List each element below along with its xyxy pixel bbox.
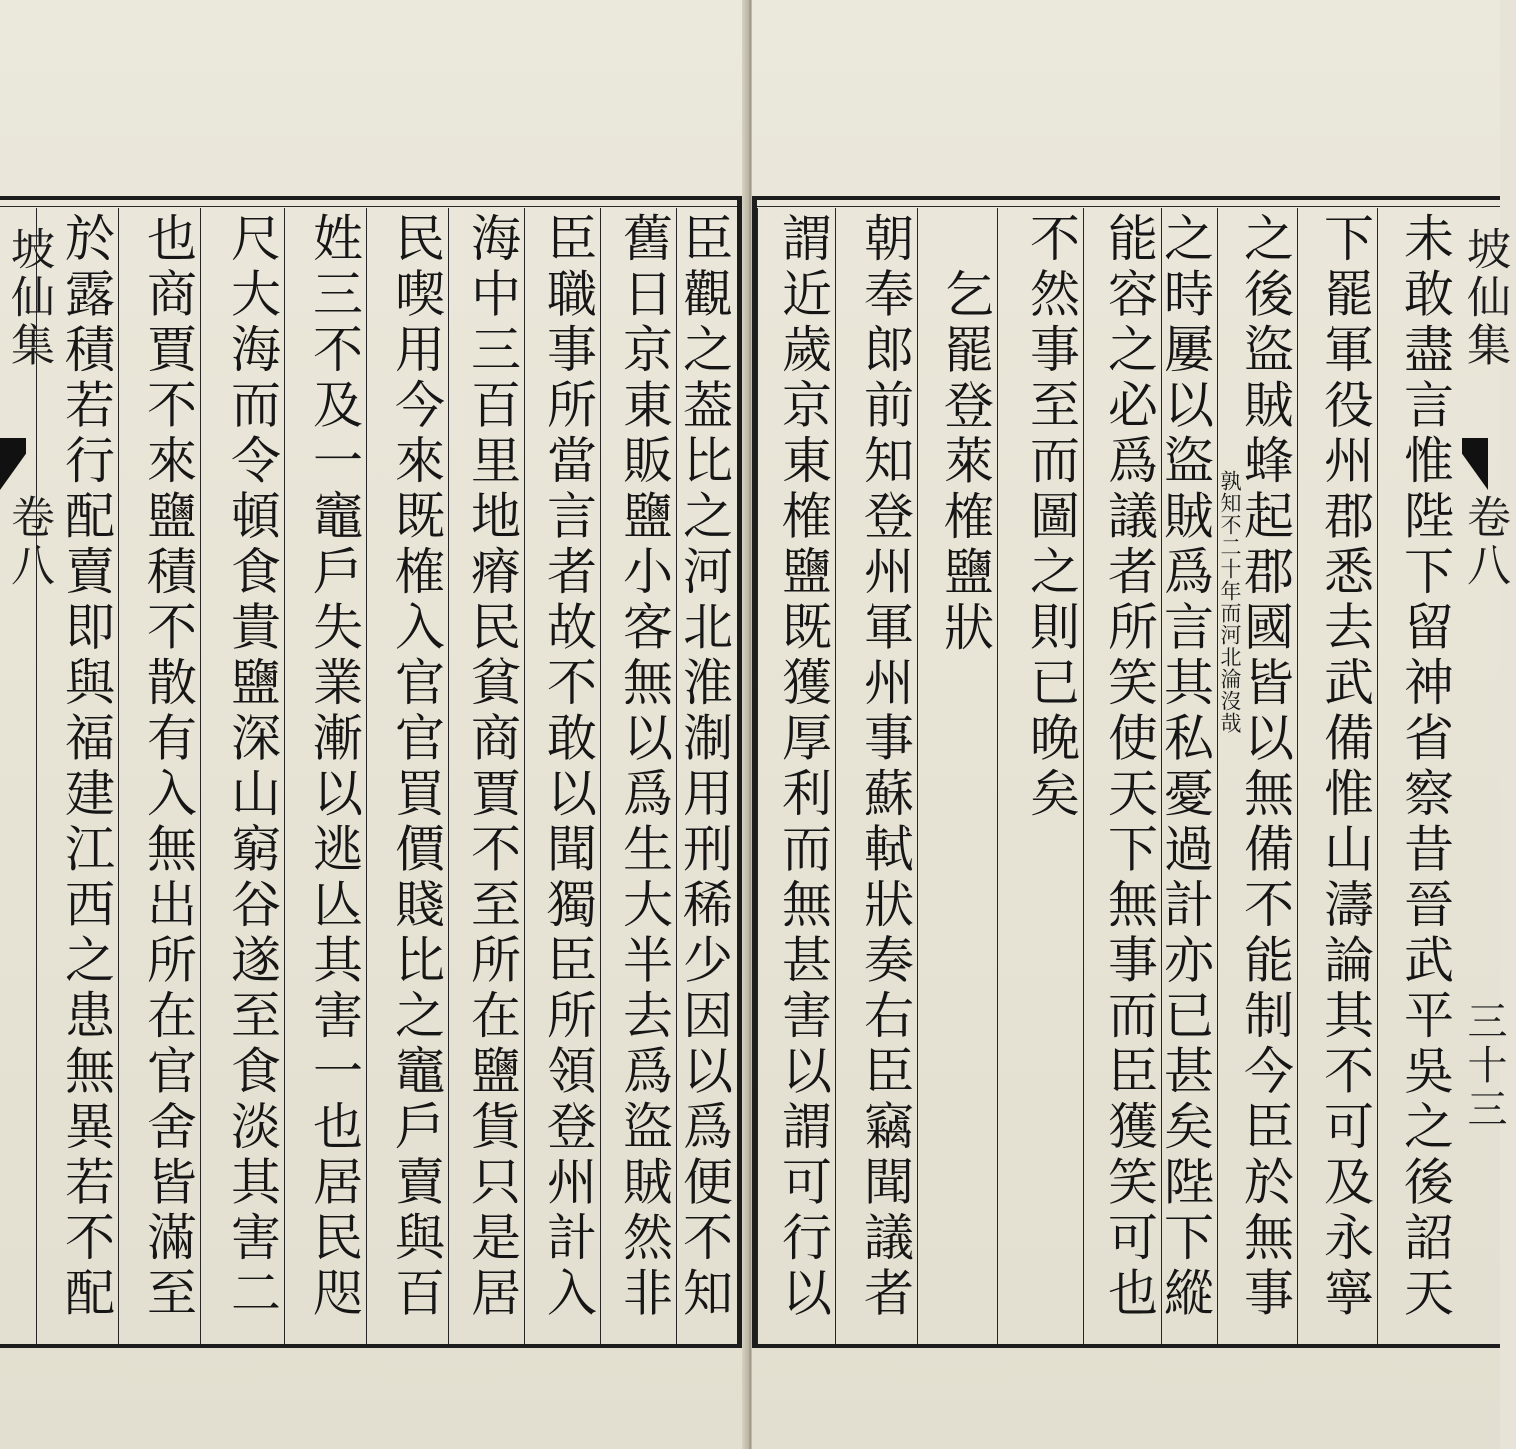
right-col-4	[1156, 208, 1217, 1344]
right-col-heading	[917, 208, 997, 1344]
right-col-6	[997, 208, 1083, 1344]
right-page	[752, 0, 1510, 1449]
left-col-2-text: 舊日京東販鹽小客無以爲生大半去爲盜賊然非	[615, 212, 673, 1322]
right-col-9-text: 謂近歲京東榷鹽既獲厚利而無甚害以謂可行以	[774, 212, 832, 1322]
memorial-title: 乞罷登萊榷鹽狀	[936, 268, 994, 657]
left-col-1-text: 臣觀之葢比之河北淮淛用刑稀少因以爲便不知	[675, 212, 733, 1322]
left-col-5	[366, 208, 448, 1344]
left-col-4	[448, 208, 524, 1344]
right-col-8-text: 朝奉郎前知登州軍州事蘇軾狀奏右臣竊聞議者	[856, 212, 914, 1322]
right-col-9	[757, 208, 835, 1344]
right-col-6-text: 不然事至而圖之則已晚矣	[1022, 212, 1080, 823]
right-page-frame	[752, 196, 1500, 1348]
left-margin-title: 坡仙集	[3, 226, 54, 370]
left-page-frame	[0, 196, 742, 1348]
left-col-9	[36, 208, 118, 1344]
left-col-8	[118, 208, 200, 1344]
right-col-5	[1083, 208, 1161, 1344]
frame-inner-rule-right	[757, 206, 1500, 207]
left-margin-volume: 卷八	[3, 494, 54, 590]
left-col-8-text: 也商賈不來鹽積不散有入無出所在官舍皆滿至	[139, 212, 197, 1322]
right-col-3-text: 之後盜賊蜂起郡國皆以無備不能制今臣於無事	[1236, 212, 1294, 1322]
frame-inner-rule	[0, 206, 737, 207]
right-col-2-text: 下罷軍役州郡悉去武備惟山濤論其不可及永寧	[1316, 212, 1374, 1322]
left-col-2	[600, 208, 676, 1344]
right-col-2	[1297, 208, 1377, 1344]
left-col-7-text: 尺大海而令頓食貴鹽深山窮谷遂至食淡其害二	[223, 212, 281, 1322]
left-col-6	[284, 208, 366, 1344]
right-col-8	[835, 208, 917, 1344]
left-col-7	[200, 208, 284, 1344]
left-col-4-text: 海中三百里地瘠民貧商賈不至所在鹽貨只是居	[463, 212, 521, 1322]
right-col-1	[1377, 208, 1457, 1344]
left-col-9-text: 於露積若行配賣即與福建江西之患無異若不配	[57, 212, 115, 1322]
left-col-5-text: 民喫用今來既榷入官官買價賤比之竈戶賣與百	[387, 212, 445, 1322]
right-col-1-text: 未敢盡言惟陛下留神省察昔晉武平吳之後詔天	[1396, 212, 1454, 1322]
right-col-5-text: 能容之必爲議者所笑使天下無事而臣獲笑可也	[1100, 212, 1158, 1322]
left-page	[0, 0, 748, 1449]
right-annotation-note	[1213, 470, 1243, 890]
right-col-4-text: 之時屢以盜賊爲言其私憂過計亦已甚矣陛下縱	[1156, 212, 1214, 1322]
left-col-6-text: 姓三不及一竈戶失業漸以逃亾其害一也居民咫	[305, 212, 363, 1322]
right-margin-title: 坡仙集	[1459, 226, 1510, 370]
right-margin-volume: 卷八	[1459, 494, 1510, 590]
left-col-1	[676, 208, 736, 1344]
right-annotation-note-text: 孰知不二十年而河北淪沒哉	[1218, 470, 1242, 734]
right-margin-folio: 三十三	[1461, 1000, 1507, 1132]
left-col-3	[524, 208, 600, 1344]
left-col-3-text: 臣職事所當言者故不敢以聞獨臣所領登州計入	[539, 212, 597, 1322]
